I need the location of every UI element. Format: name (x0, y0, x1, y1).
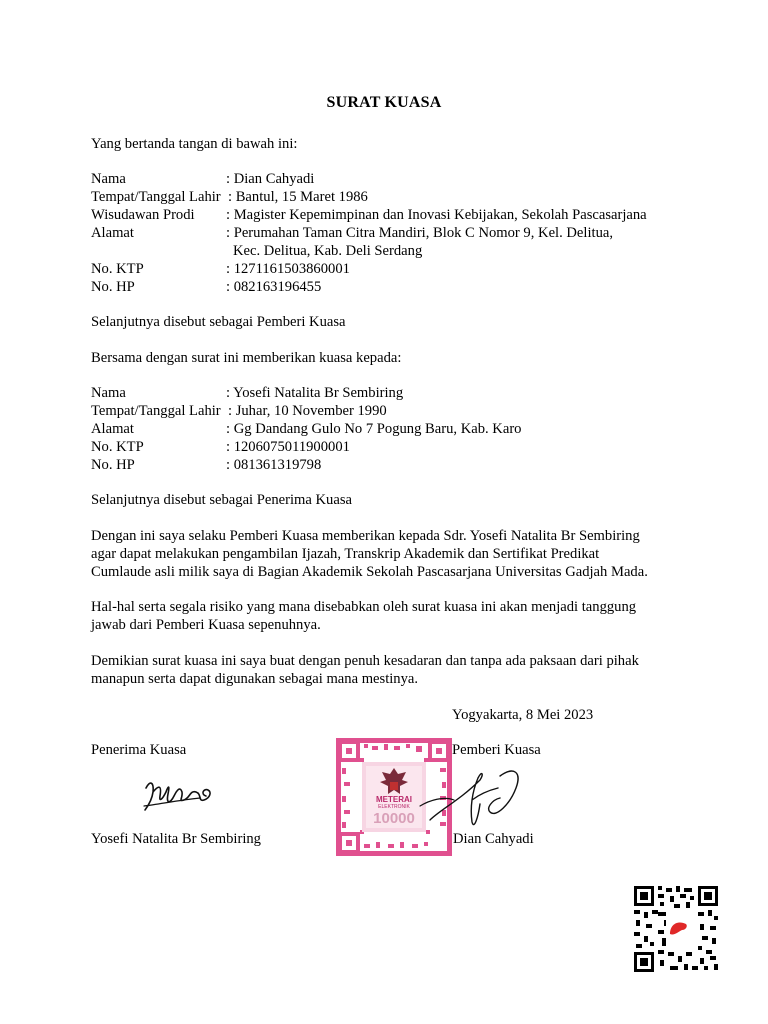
intro-text: Yang bertanda tangan di bawah ini: (91, 136, 298, 152)
grantor-prodi-label: Wisudawan Prodi (91, 207, 195, 223)
grantor-hp-value: : 082163196455 (226, 279, 322, 295)
grantee-birth-value: : Juhar, 10 November 1990 (228, 403, 387, 419)
grantee-name-label: Nama (91, 385, 126, 401)
grantee-address-value: : Gg Dandang Gulo No 7 Pogung Baru, Kab. Karo (226, 421, 522, 437)
paragraph-1-line-3: Cumlaude asli milik saya di Bagian Akademik Sekolah Pascasarjana Universitas Gadjah Mada. (91, 564, 648, 580)
grantor-birth-value: : Bantul, 15 Maret 1986 (228, 189, 368, 205)
grantor-ktp-label: No. KTP (91, 261, 144, 277)
grantor-ktp-value: : 1271161503860001 (226, 261, 350, 277)
paragraph-2-line-2: jawab dari Pemberi Kuasa sepenuhnya. (91, 617, 321, 633)
grantor-address-line2: Kec. Delitua, Kab. Deli Serdang (233, 243, 423, 259)
grantee-role-label: Penerima Kuasa (91, 742, 187, 758)
stamp-amount: 10000 (373, 810, 415, 827)
stamp-label: METERAI (376, 795, 412, 804)
grantee-designation: Selanjutnya disebut sebagai Penerima Kuasa (91, 492, 352, 508)
paragraph-1-line-1: Dengan ini saya selaku Pemberi Kuasa memberikan kepada Sdr. Yosefi Natalita Br Sembiring (91, 528, 640, 544)
grantor-address-value: : Perumahan Taman Citra Mandiri, Blok C Nomor 9, Kel. Delitua, (226, 225, 613, 241)
grantee-address-label: Alamat (91, 421, 134, 437)
transition-text: Bersama dengan surat ini memberikan kuasa kepada: (91, 350, 402, 366)
grantee-birth-label: Tempat/Tanggal Lahir (91, 403, 221, 419)
paragraph-3-line-1: Demikian surat kuasa ini saya buat dengan penuh kesadaran dan tanpa ada paksaan dari pihak (91, 653, 639, 669)
grantor-birth-label: Tempat/Tanggal Lahir (91, 189, 221, 205)
grantor-hp-label: No. HP (91, 279, 135, 295)
grantee-hp-value: : 081361319798 (226, 457, 322, 473)
grantee-ktp-value: : 1206075011900001 (226, 439, 350, 455)
paragraph-3-line-2: manapun serta dapat digunakan sebagai mana mestinya. (91, 671, 419, 687)
grantor-signature (410, 760, 530, 840)
grantor-address-label: Alamat (91, 225, 134, 241)
place-date: Yogyakarta, 8 Mei 2023 (452, 707, 594, 723)
grantor-name-value: : Dian Cahyadi (226, 171, 315, 187)
grantee-signature (140, 770, 220, 816)
grantee-name-value: : Yosefi Natalita Br Sembiring (226, 385, 404, 401)
grantor-role-label: Pemberi Kuasa (452, 742, 541, 758)
grantor-designation: Selanjutnya disebut sebagai Pemberi Kuasa (91, 314, 346, 330)
grantor-name-label: Nama (91, 171, 126, 187)
grantee-name-signature: Yosefi Natalita Br Sembiring (91, 831, 261, 847)
paragraph-1-line-2: agar dapat melakukan pengambilan Ijazah, Transkrip Akademik dan Sertifikat Predikat (91, 546, 600, 562)
grantor-name-signature: Dian Cahyadi (453, 831, 534, 847)
grantee-hp-label: No. HP (91, 457, 135, 473)
grantor-prodi-value: : Magister Kepemimpinan dan Inovasi Kebijakan, Sekolah Pascasarjana (226, 207, 647, 223)
verification-qr-icon (634, 886, 718, 972)
paragraph-2-line-1: Hal-hal serta segala risiko yang mana disebabkan oleh surat kuasa ini akan menjadi tanggung (91, 599, 637, 615)
grantee-ktp-label: No. KTP (91, 439, 144, 455)
stamp-sublabel: ELEKTRONIK (378, 804, 410, 810)
document-title: SURAT KUASA (326, 94, 442, 111)
